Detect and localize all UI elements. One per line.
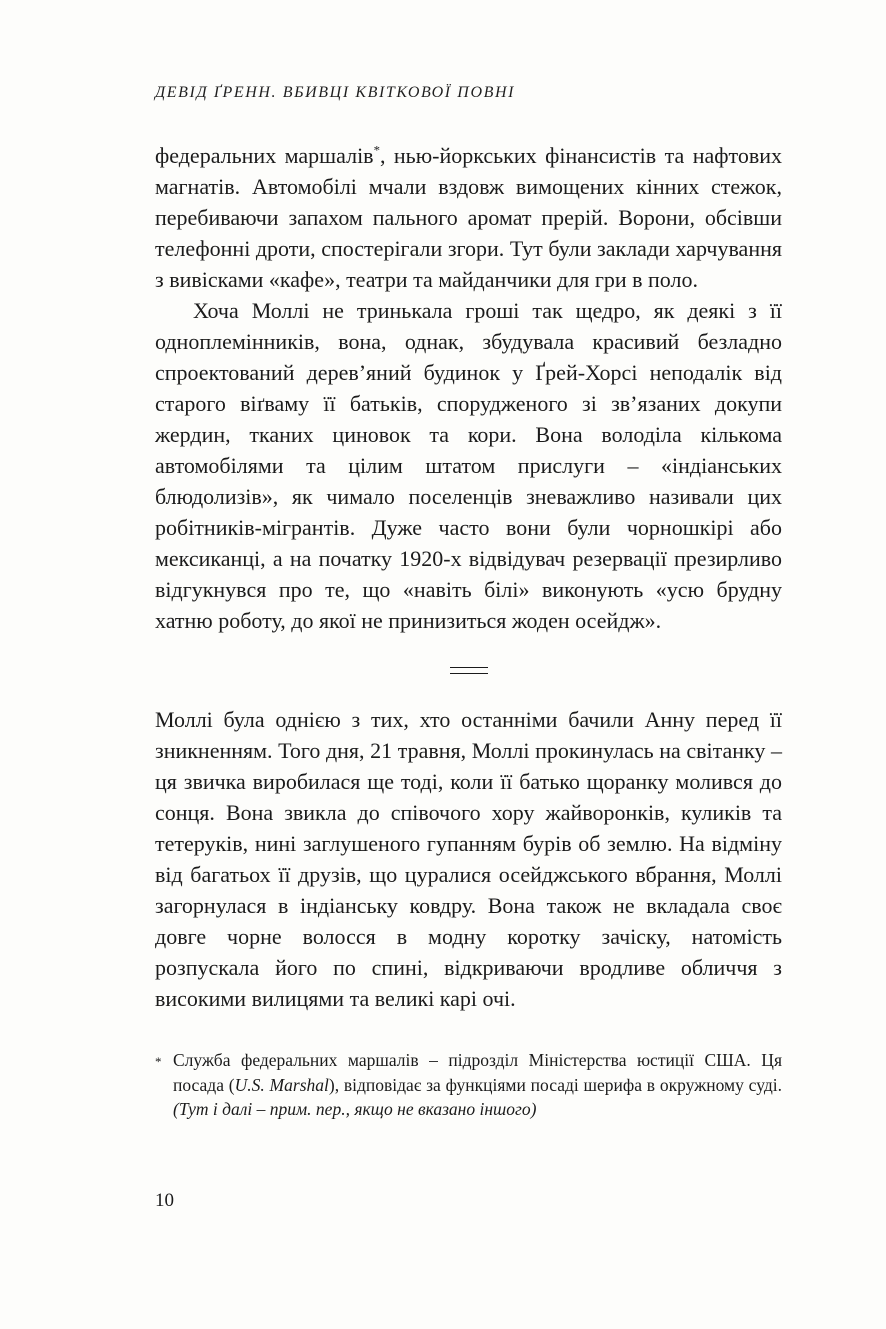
paragraph-2: Хоча Моллі не тринькала гроші так щедро, як деякі з її одноплемінників, вона, однак, збудувала красивий безладно спроектований дерев’яний будинок у Ґрей-Хорсі неподалік від старого віґваму її батьків, спорудженого зі зв’язаних докупи жердин, тканих циновок та кори. Вона володіла кількома автомобілями та цілим штатом прислуги – «індіанських блюдолизів», як чимало поселенців зневажливо називали цих робітників-мігрантів. Дуже часто вони були чорношкірі або мексиканці, а на початку 1920-х відвідувач резервації презирливо відгукнувся про те, що «навіть білі» виконують «усю брудну хатню роботу, до якої не принизиться жоден осейдж». xyxy=(155,298,782,633)
footnote xyxy=(155,1048,782,1122)
running-head: ДЕВІД ҐРЕНН. ВБИВЦІ КВІТКОВОЇ ПОВНІ xyxy=(155,84,516,101)
paragraph-1-text-before: федеральних маршалів xyxy=(155,143,374,168)
footnote-text-segment-1: Служба федеральних маршалів – підрозділ Міністерства юстиції США. Ця посада ( xyxy=(173,1050,782,1095)
footnote-reference-marker: * xyxy=(373,143,380,158)
page-number: 10 xyxy=(155,1190,174,1211)
footnote-text-segment-2: ), відповідає за функціями посаді шерифа в окружному суді. xyxy=(328,1074,782,1095)
paragraph-3: Моллі була однією з тих, хто останніми бачили Анну перед її зникненням. Того дня, 21 травня, Моллі прокинулась на світанку – ця звичка виробилася ще тоді, коли її батько щоранку молився до сонця. Вона звикла до співочого хору жайворонків, куликів та тетеруків, нині заглушеного гупанням бурів об землю. На відміну від багатьох її друзів, що цуралися осейджського вбрання, Моллі загорнулася в індіанську ковдру. Вона також не вкладала своє довге чорне волосся в модну коротку зачіску, натомість розпускала його по спині, відкриваючи вродливе обличчя з високими вилицями та великі карі очі. xyxy=(155,707,782,1011)
footnote-asterisk: * xyxy=(155,1054,162,1069)
paragraph-1 xyxy=(155,140,782,295)
paragraph-1-text-after: , нью-йоркських фінансистів та нафтових магнатів. Автомобілі мчали вздовж вимощених кінних стежок, перебиваючи запахом пального аромат прерій. Ворони, обсівши телефонні дроти, спостерігали згори. Тут були заклади харчування з вивісками «кафе», театри та майданчики для гри в поло. xyxy=(155,143,783,292)
section-divider xyxy=(450,667,488,674)
body-text xyxy=(155,140,782,1014)
footnote-text-italic-2: (Тут і далі – прим. пер., якщо не вказано іншого) xyxy=(173,1099,537,1119)
footnote-text xyxy=(173,1048,782,1122)
footnote-text-italic-1: U.S. Marshal xyxy=(234,1074,329,1095)
